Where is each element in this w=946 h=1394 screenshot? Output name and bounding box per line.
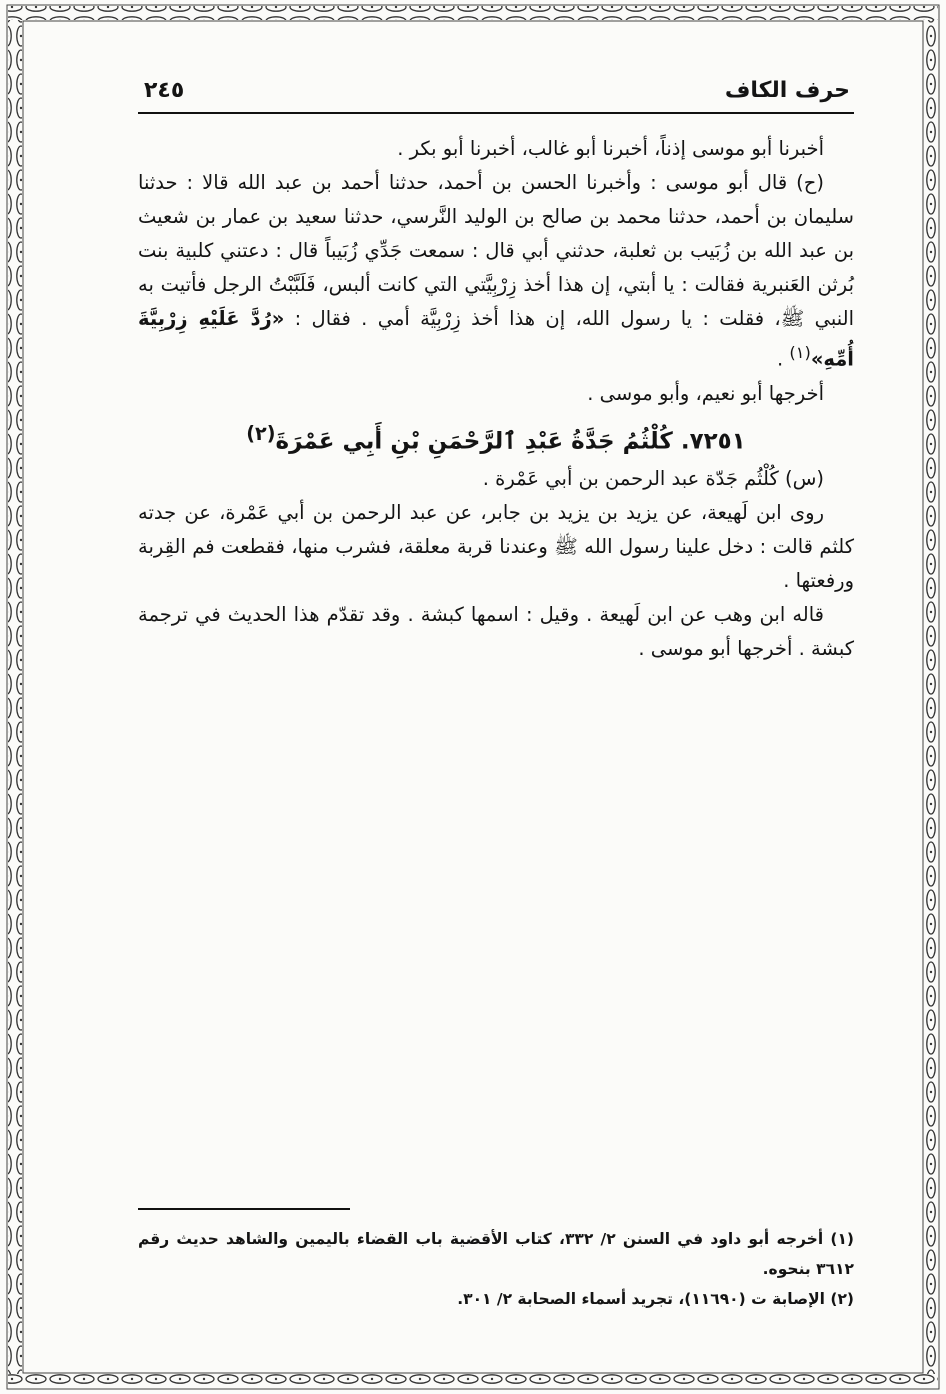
prophetic-quote: «رُدَّ عَلَيْهِ زِرْبِيَّةَ أُمِّهِ» xyxy=(138,307,854,371)
footnote-rule xyxy=(138,1208,350,1210)
footnotes xyxy=(138,1224,854,1314)
footnote-1: (١) أخرجه أبو داود في السنن ٢/ ٣٣٢، كتاب الأقضية باب القضاء باليمين والشاهد حديث رقم ٣٦١٢ بنحوه. xyxy=(138,1230,854,1278)
paragraph-chain: أخبرنا أبو موسى إذناً، أخبرنا أبو غالب، أخبرنا أبو بكر . xyxy=(397,137,824,160)
footnote-2: (٢) الإصابة ت (١١٦٩٠)، تجريد أسماء الصحابة ٢/ ٣٠١. xyxy=(457,1290,854,1308)
paragraph-attribution: أخرجها أبو نعيم، وأبو موسى . xyxy=(587,381,824,405)
hadith-end: . xyxy=(776,347,790,371)
paragraph-hadith xyxy=(138,166,854,377)
paragraph-note: قاله ابن وهب عن ابن لَهيعة . وقيل : اسمها كبشة . وقد تقدّم هذا الحديث في ترجمة كبشة . أخرجها أبو موسى . xyxy=(138,603,854,661)
page-number: ٢٤٥ xyxy=(144,78,185,103)
paragraph-narration: روى ابن لَهيعة، عن يزيد بن يزيد بن جابر، عن عبد الرحمن بن أبي عَمْرة، عن جدته كلثم قالت : دخل علينا رسول الله ﷺ وعندنا قربة معلقة، فشرب منها، فقطعت فم القِربة ورفعتها . xyxy=(138,501,854,593)
header-rule xyxy=(138,112,854,114)
running-title: حرف الكاف xyxy=(724,78,850,103)
entry-heading xyxy=(138,413,854,463)
running-head xyxy=(138,78,854,110)
footnote-ref-1: (١) xyxy=(789,343,811,362)
footnote-ref-2: (٢) xyxy=(246,421,276,445)
body-text xyxy=(138,132,854,666)
hadith-text: (ح) قال أبو موسى : وأخبرنا الحسن بن أحمد، حدثنا أحمد بن عبد الله قالا : حدثنا سليمان بن أحمد، حدثنا محمد بن صالح بن الوليد النَّرسي، حدثنا سعيد بن عمار بن شعيث بن عبد الله بن زُبَيب بن ثعلبة، حدثني أبي قال : سمعت جَدِّي زُبَيباً قال : دعتني كلبية بنت بُرثن العَنبرية فقالت : يا أبتي، إن هذا أخذ زِرْبِيَّتي التي كانت ألبس، فَلَبَّبْتُ الرجل فأتيت به النبي ﷺ، فقلت : يا رسول الله، إن هذا أخذ زِرْبِيَّة أمي . فقال : xyxy=(138,171,854,330)
entry-heading-text: ٧٢٥١. كُلْثُمُ جَدَّةُ عَبْدِ ٱلرَّحْمَنِ بْنِ أَبِي عَمْرَةَ xyxy=(275,428,746,455)
paragraph-entry-intro: (س) كُلْثُم جَدّة عبد الرحمن بن أبي عَمْرة . xyxy=(482,467,824,491)
